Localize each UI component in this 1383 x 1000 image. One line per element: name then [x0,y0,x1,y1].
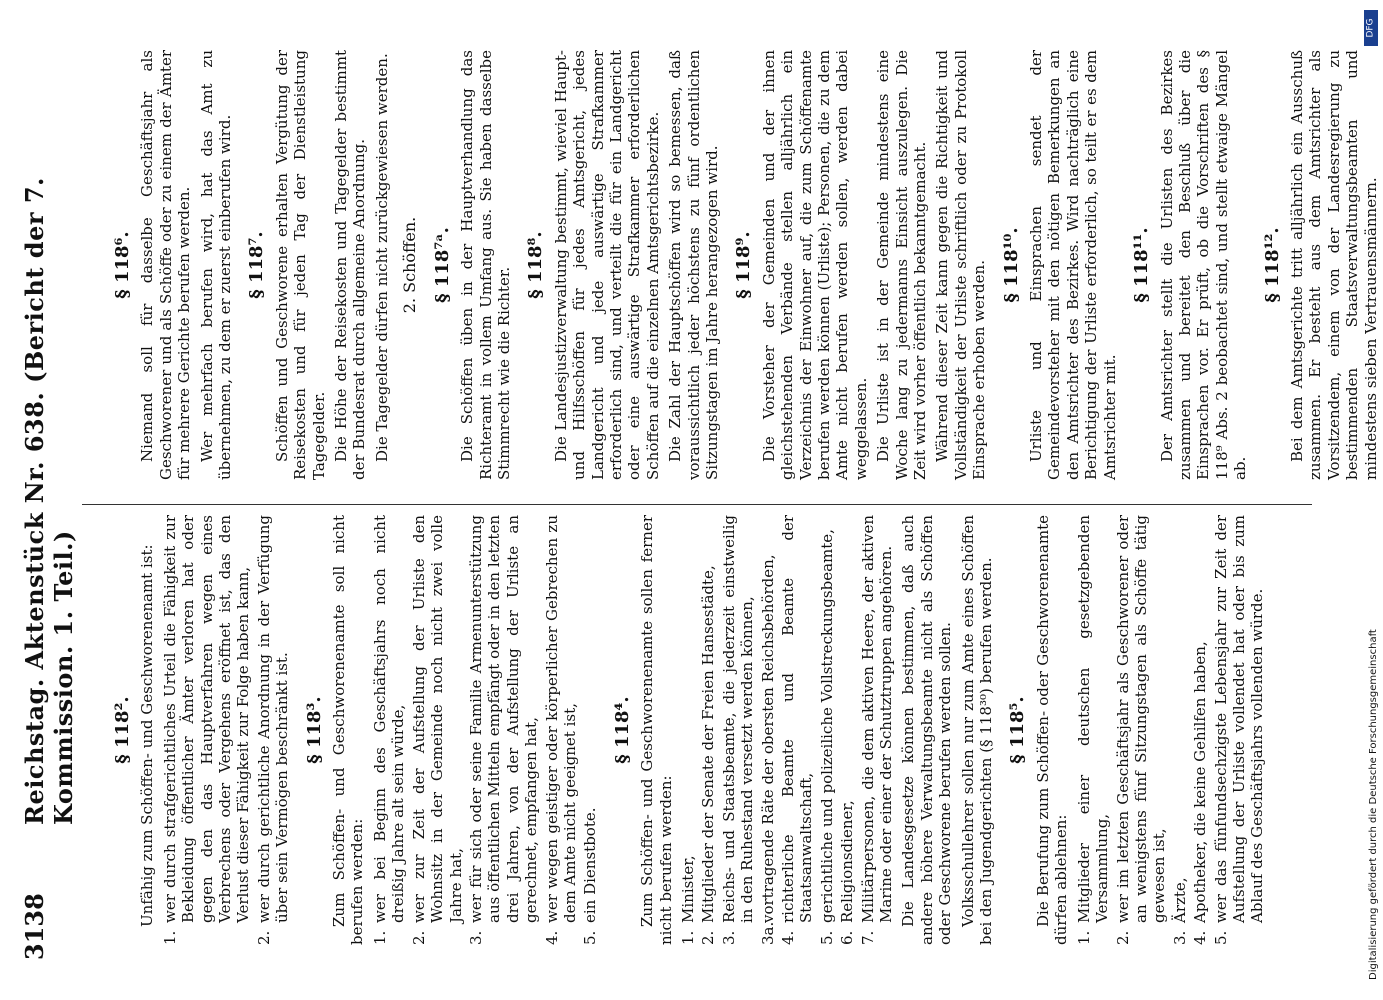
list-item: 3a. vortragende Räte der obersten Reichsbehörden, [758,554,777,945]
list-item: 5. ein Dienstbote. [581,807,600,945]
paragraph: Niemand soll für dasselbe Geschäftsjahr als Geschworener und als Schöffe oder zu einem der Ämter für mehrere Gerichte berufen werden. [138,50,194,480]
list-item: 2. wer durch gerichtliche Anordnung in der Verfügung über sein Vermögen beschränkt ist. [254,515,292,945]
list-item: 1. Minister, [678,855,697,945]
paragraph: Die Landesjustizverwaltung bestimmt, wieviel Haupt- und Hilfsschöffen für jedes Amtsgericht, jedes Landgericht und jede auswärtige Strafkammer erforderlich sind, und verteilt die für ein Landgericht oder eine auswärtige Strafkammer erforderlichen Schöffen auf die einzelnen Amtsgerichtsbezirke. [551,50,662,480]
paragraph: Während dieser Zeit kann gegen die Richtigkeit und Vollständigkeit der Urliste schriftlich oder zu Protokoll Einsprache erhoben werden. [933,50,989,480]
page-number: 3138 [20,893,49,960]
paragraph: Die Höhe der Reisekosten und Tagegelder bestimmt der Bundesrat durch allgemeine Anordnung. [332,50,369,480]
list-item: 3. wer für sich oder seine Familie Armenunterstützung aus öffentlichen Mitteln empfängt oder in den letzten drei Jahren, von der Aufstellung der Urliste an gerechnet, empfangen hat, [466,515,541,945]
list-118-2 [161,515,292,945]
list-item: 1. Mitglieder einer deutschen gesetzgebenden Versammlung, [1074,515,1112,945]
list-item: 2. Mitglieder der Senate der Freien Hansestädte, [699,565,718,945]
subsection-heading-schoeffen: 2. Schöffen. [400,216,420,314]
list-item: 4. richterliche Beamte und Beamte der Staatsanwaltschaft, [779,515,816,945]
list-item: 3. Reichs- und Staatsbeamte, die jederzeit einstweilig in den Ruhestand versetzt werden können, [719,515,757,945]
list-item: 4. Apotheker, die keine Gehilfen haben, [1191,641,1210,945]
section-heading-118-12: § 118¹². [1261,227,1283,303]
list-item: 2. wer zur Zeit der Aufstellung der Urliste den Wohnsitz in der Gemeinde noch nicht zwei volle Jahre hat, [409,515,465,945]
paragraph: Die Schöffen üben in der Hauptverhandlung das Richteramt in vollem Umfang aus. Sie haben dasselbe Stimmrecht wie die Richter. [458,50,513,480]
list-item: 6. Religionsdiener, [838,800,857,945]
section-heading-118-7a: § 118⁷ᵃ. [431,227,453,303]
paragraph: Die Urliste ist in der Gemeinde mindestens eine Woche lang zu jedermanns Einsicht auszulegen. Die Zeit wird vorher öffentlich bekanntgemacht. [874,50,930,480]
list-118-5 [1075,515,1267,945]
list-item: 4. wer wegen geistiger oder körperlicher Gebrechen zu dem Amte nicht geeignet ist, [542,515,579,945]
paragraph: Schöffen und Geschworene erhalten Vergütung der Reisekosten und für jeden Tag der Dienstleistung Tagegelder. [272,50,328,480]
section-intro: Unfähig zum Schöffen- und Geschworenenamt ist: [138,544,157,927]
section-heading-118-4: § 118⁴. [611,696,633,764]
column-divider [82,504,1312,505]
section-intro: Zum Schöffen- und Geschworenenamte soll nicht berufen werden: [330,515,367,945]
paragraph: Wer mehrfach berufen wird, hat das Amt zu übernehmen, zu dem er zuerst einberufen wird. [197,50,235,480]
paragraph: Bei dem Amtsgerichte tritt alljährlich ein Ausschuß zusammen. Er besteht aus dem Amtsrichter als Vorsitzendem, einem von der Landesregierung zu bestimmenden Staatsverwaltungsbeamten und mindestens sieben Vertrauensmännern. [1287,50,1380,480]
section-intro: Zum Schöffen- und Geschworenenamte sollen ferner nicht berufen werden: [638,515,675,945]
list-118-4 [679,515,895,945]
page-title: Reichstag. Aktenstück Nr. 638. (Bericht der 7. Kommission. 1. Teil.) [20,177,78,825]
paragraph: Die Tagegelder dürfen nicht zurückgewiesen werden. [372,53,391,462]
list-item: 7. Militärpersonen, die dem aktiven Heere, der aktiven Marine oder einer der Schutztruppen angehören. [858,515,896,945]
paragraph: Die Vorsteher der Gemeinden und der ihnen gleichstehenden Verbände stellen alljährlich ein Verzeichnis der Einwohner auf, die zum Schöffenamte berufen werden können (Urliste); Personen, die zu dem Amte nicht berufen werden sollen, werden dabei weggelassen. [759,50,870,480]
paragraph: Volksschullehrer sollen nur zum Amte eines Schöffen bei den Jugendgerichten (§ 118³⁰) berufen werden. [958,515,996,945]
digitization-note: Digitalisierung gefördert durch die Deutsche Forschungsgemeinschaft [1368,629,1379,980]
paragraph: Die Zahl der Hauptschöffen wird so bemessen, daß voraussichtlich jeder höchstens zu fünf ordentlichen Sitzungstagen im Jahre herangezogen wird. [666,50,721,480]
list-item: 1. wer durch strafgerichtliches Urteil die Fähigkeit zur Bekleidung öffentlicher Ämter verloren hat oder gegen den das Hauptverfahren wegen eines Verbrechens oder Vergehens eröffnet ist, das den Verlust dieser Fähigkeit zur Folge haben kann, [160,515,253,945]
paragraph: Die Landesgesetze können bestimmen, daß auch andere höhere Verwaltungsbeamte nicht als Schöffen oder Geschworene berufen werden sollen. [899,515,955,945]
paragraph: Der Amtsrichter stellt die Urlisten des Bezirkes zusammen und bereitet den Beschluß über die Einsprachen vor. Er prüft, ob die Vorschriften des § 118⁹ Abs. 2 beobachtet sind, und stellt etwaige Mängel ab. [1157,50,1250,480]
section-heading-118-6: § 118⁶. [112,231,133,299]
section-heading-118-8: § 118⁸. [525,231,547,299]
dfg-logo: DFG [1364,10,1378,46]
section-heading-118-5: § 118⁵. [1007,696,1029,764]
page-header [20,40,76,960]
list-item: 5. wer das fünfundsechzigste Lebensjahr zur Zeit der Aufstellung der Urliste vollendet hat oder bis zum Ablauf des Geschäftsjahrs vollenden würde. [1211,515,1267,945]
right-column [100,50,1383,480]
left-column [100,515,1271,945]
list-118-3 [371,515,600,945]
list-item: 2. wer im letzten Geschäftsjahr als Geschworener oder an wenigstens fünf Sitzungstagen als Schöffe tätig gewesen ist, [1113,515,1169,945]
section-heading-118-9: § 118⁹. [733,231,755,299]
section-heading-118-3: § 118³. [303,696,325,764]
list-item: 3. Ärzte, [1170,877,1189,945]
section-heading-118-2: § 118². [112,696,133,764]
section-heading-118-7: § 118⁷. [246,231,268,299]
section-heading-118-10: § 118¹⁰. [1000,227,1022,303]
section-heading-118-11: § 118¹¹. [1131,227,1153,303]
list-item: 1. wer bei Beginn des Geschäftsjahrs noch nicht dreißig Jahre alt sein würde, [370,515,408,945]
section-intro: Die Berufung zum Schöffen- oder Geschworenenamte dürfen ablehnen: [1033,515,1071,945]
list-item: 5. gerichtliche und polizeiliche Vollstreckungsbeamte, [817,529,836,945]
paragraph: Urliste und Einsprachen sendet der Gemeindevorsteher mit den nötigen Bemerkungen an den Amtsrichter des Bezirkes. Wird nachträglich eine Berichtigung der Urliste erforderlich, so teilt er es dem Amtsrichter mit. [1027,50,1119,480]
